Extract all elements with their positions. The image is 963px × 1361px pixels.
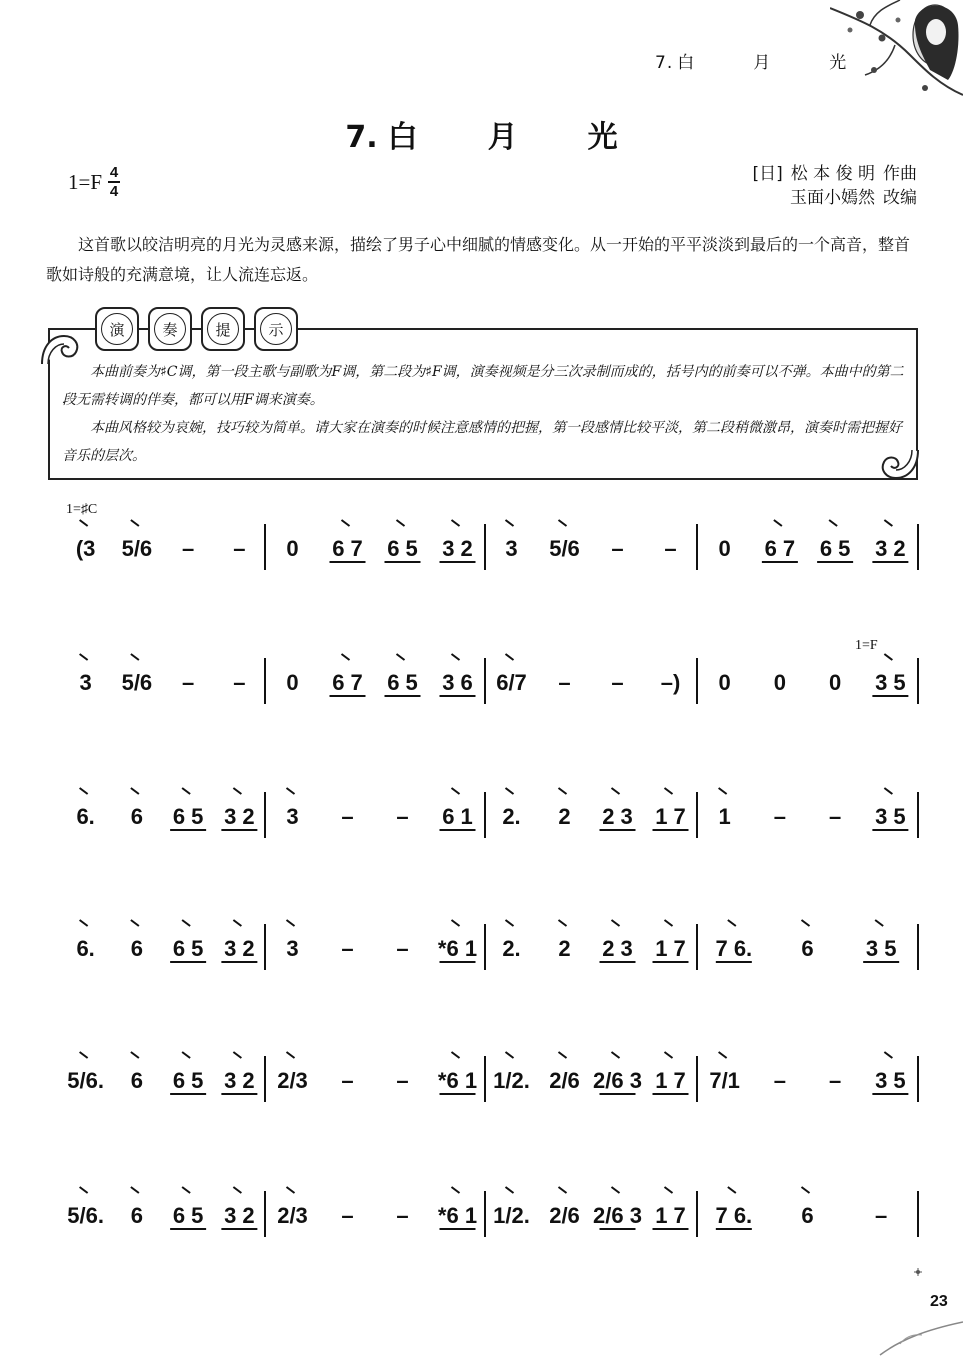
score-note: 3 2 (224, 804, 255, 829)
score-note: – (611, 536, 624, 561)
score-note: 2 (558, 936, 571, 961)
key-text: 1=F (68, 169, 103, 194)
score-note: 3 5 (865, 936, 897, 961)
fingering-mark (719, 1052, 727, 1058)
score-note: 3 2 (224, 936, 255, 961)
fingering-mark (559, 788, 567, 794)
fingering-mark (287, 1052, 295, 1058)
fingering-mark (397, 654, 405, 660)
score-note: *6 1 (437, 1068, 478, 1093)
score-note: 6 5 (172, 1203, 204, 1228)
composer-name: 松 本 俊 明 (790, 164, 875, 184)
score-note: – (773, 804, 786, 829)
tips-badge-4 (254, 307, 298, 351)
score-note: – (396, 1203, 409, 1228)
fingering-mark (559, 1187, 567, 1193)
score-note: 6. (76, 936, 95, 961)
score-system (67, 1187, 918, 1237)
score-note: 1/2. (493, 1203, 530, 1228)
score-note: 6 (130, 804, 143, 829)
fingering-mark (506, 788, 514, 794)
fingering-mark (80, 654, 88, 660)
fingering-mark (287, 788, 295, 794)
score-note: – (664, 536, 677, 561)
score-note: 0 (829, 670, 842, 695)
fingering-mark (182, 788, 190, 794)
score-system (67, 1052, 918, 1102)
score-note: 2/6 (549, 1203, 580, 1228)
key-change-f: 1=F (855, 638, 878, 653)
score-note: 3 (286, 936, 299, 961)
score-note: 5/6 (121, 670, 153, 695)
running-header-char-1: 白 (677, 53, 696, 73)
performance-tips-text (62, 358, 904, 470)
fingering-mark (131, 520, 139, 526)
fingering-mark (287, 920, 295, 926)
tips-badge-2 (148, 307, 192, 351)
fingering-mark (452, 1187, 460, 1193)
fingering-mark (233, 920, 241, 926)
score-note: 6 5 (172, 936, 204, 961)
score-note: 6. (76, 804, 95, 829)
score-note: 1 (718, 804, 731, 829)
score-note: 1/2. (493, 1068, 530, 1093)
fingering-mark (506, 1187, 514, 1193)
fingering-mark (728, 1187, 736, 1193)
fingering-mark (182, 920, 190, 926)
score-notation (0, 490, 963, 1290)
score-note: 6/7 (496, 670, 527, 695)
fingering-mark (182, 1187, 190, 1193)
fingering-mark (612, 920, 620, 926)
tips-badge-1-label: 演 (109, 320, 125, 339)
score-note: 3 2 (224, 1068, 255, 1093)
score-note: 6 1 (442, 804, 473, 829)
score-note: 1 7 (655, 1068, 686, 1093)
score-note: 1 7 (655, 804, 686, 829)
score-note: 5/6. (67, 1068, 104, 1093)
score-note: 3 6 (442, 670, 473, 695)
score-note: – (875, 1203, 888, 1228)
fingering-mark (131, 1187, 139, 1193)
title-number: 7. (345, 120, 378, 155)
fingering-mark (506, 1052, 514, 1058)
fingering-mark (452, 654, 460, 660)
running-header-number: 7. (655, 53, 674, 73)
composer-prefix: [日] (752, 164, 783, 184)
time-signature-bottom: 4 (109, 183, 119, 200)
fingering-mark (80, 920, 88, 926)
song-description: 这首歌以皎洁明亮的月光为灵感来源，描绘了男子心中细腻的情感变化。从一开始的平平淡淡到最后的一个高音，整首歌如诗般的充满意境，让人流连忘返。 (46, 235, 911, 284)
fingering-mark (131, 654, 139, 660)
score-note: 6 7 (332, 536, 363, 561)
running-header-char-3: 光 (829, 53, 848, 73)
fingering-mark (342, 520, 350, 526)
fingering-mark (131, 788, 139, 794)
score-note: – (341, 1203, 354, 1228)
score-note: (3 (75, 536, 96, 561)
fingering-mark (233, 1187, 241, 1193)
fingering-mark (559, 920, 567, 926)
fingering-mark (80, 1187, 88, 1193)
score-note: – (773, 1068, 786, 1093)
score-note: 7/1 (709, 1068, 740, 1093)
running-header-char-2: 月 (753, 53, 772, 73)
fingering-mark (452, 520, 460, 526)
cloud-ornament-right-icon (872, 446, 922, 486)
score-note: 3 (79, 670, 92, 695)
score-system (76, 788, 918, 838)
score-note: 2. (502, 804, 521, 829)
score-note: 6 7 (764, 536, 796, 561)
score-note: – (396, 936, 409, 961)
score-note: 6 5 (172, 1068, 204, 1093)
fingering-mark (875, 920, 883, 926)
fingering-mark (802, 920, 810, 926)
score-note: – (396, 804, 409, 829)
fingering-mark (884, 654, 892, 660)
score-note: 3 2 (442, 536, 473, 561)
fingering-mark (182, 1052, 190, 1058)
fingering-mark (774, 520, 782, 526)
score-note: – (341, 1068, 354, 1093)
fingering-mark (452, 788, 460, 794)
fingering-mark (884, 788, 892, 794)
composer-role: 作曲 (883, 164, 917, 184)
fingering-mark (665, 1187, 673, 1193)
fingering-mark (80, 520, 88, 526)
fingering-mark (80, 788, 88, 794)
score-note: 2/6 3 (593, 1203, 642, 1228)
score-note: 1 7 (655, 936, 686, 961)
score-note: – (182, 670, 195, 695)
page-number: 23 (930, 1293, 948, 1310)
corner-bottom-decoration-icon (870, 1260, 963, 1360)
fingering-mark (452, 1052, 460, 1058)
score-note: 5/6. (67, 1203, 104, 1228)
score-note: 0 (718, 670, 731, 695)
score-system (76, 520, 918, 570)
time-signature-top: 4 (109, 164, 119, 181)
score-system (80, 654, 919, 704)
score-note: – (341, 804, 354, 829)
score-note: 3 2 (875, 536, 906, 561)
fingering-mark (506, 920, 514, 926)
tips-badge-3-label: 提 (215, 320, 231, 339)
score-note: 3 (286, 804, 299, 829)
title-char-3: 光 (587, 120, 618, 155)
score-note: – (182, 536, 195, 561)
score-note: 3 2 (224, 1203, 255, 1228)
score-note: – (396, 1068, 409, 1093)
score-system (76, 920, 918, 970)
score-note: – (341, 936, 354, 961)
score-note: 6 (130, 1203, 143, 1228)
score-note: 6 (130, 1068, 143, 1093)
tips-badges (95, 307, 298, 351)
tips-badge-1 (95, 307, 139, 351)
score-note: 6 7 (332, 670, 363, 695)
score-note: 0 (718, 536, 731, 561)
score-note: 3 (505, 536, 518, 561)
score-note: 6 (801, 1203, 814, 1228)
fingering-mark (665, 920, 673, 926)
score-note: – (611, 670, 624, 695)
score-note: – (233, 670, 246, 695)
score-note: 0 (773, 670, 786, 695)
score-note: 7 6. (715, 1203, 753, 1228)
fingering-mark (80, 1052, 88, 1058)
score-note: 6 5 (819, 536, 851, 561)
page-title (0, 112, 963, 156)
jianpu-score (0, 490, 963, 1290)
score-note: 5/6 (121, 536, 153, 561)
score-note: 5/6 (549, 536, 580, 561)
fingering-mark (287, 1187, 295, 1193)
score-note: 6 (130, 936, 143, 961)
key-change-csharp: 1=♯C (66, 502, 98, 517)
score-note: 2 3 (602, 936, 633, 961)
score-note: *6 1 (437, 1203, 478, 1228)
title-char-2: 月 (487, 120, 518, 155)
score-note: 2 3 (602, 804, 633, 829)
score-note: 6 (801, 936, 814, 961)
fingering-mark (397, 520, 405, 526)
score-note: 6 5 (387, 536, 418, 561)
fingering-mark (728, 920, 736, 926)
score-note: – (829, 1068, 842, 1093)
fingering-mark (342, 654, 350, 660)
fingering-mark (131, 920, 139, 926)
fingering-mark (884, 1052, 892, 1058)
credits (745, 162, 917, 210)
fingering-mark (665, 788, 673, 794)
score-note: – (829, 804, 842, 829)
cloud-ornament-left-icon (38, 328, 88, 368)
score-note: 2/6 (549, 1068, 580, 1093)
tips-badge-3 (201, 307, 245, 351)
score-note: –) (660, 670, 681, 695)
corner-decoration-image (830, 0, 963, 110)
fingering-mark (665, 1052, 673, 1058)
tips-paragraph-1: 本曲前奏为♯C调，第一段主歌与副歌为F调，第二段为♯F调，演奏视频是分三次录制而成的，括号内的前奏可以不弹。本曲中的第二段无需转调的伴奏，都可以用F调来演奏。 (62, 364, 904, 408)
arranger-role: 改编 (883, 188, 917, 208)
composer-line (745, 162, 917, 186)
fingering-mark (559, 1052, 567, 1058)
score-note: *6 1 (437, 936, 478, 961)
score-note: 6 5 (172, 804, 204, 829)
score-note: 0 (286, 536, 299, 561)
fingering-mark (506, 654, 514, 660)
score-note: 2/6 3 (593, 1068, 642, 1093)
fingering-mark (829, 520, 837, 526)
fingering-mark (612, 1052, 620, 1058)
score-note: 3 5 (875, 1068, 906, 1093)
tips-badge-4-label: 示 (268, 320, 284, 339)
fingering-mark (233, 1052, 241, 1058)
score-note: 0 (286, 670, 299, 695)
time-signature (108, 165, 120, 199)
score-note: 7 6. (715, 936, 753, 961)
arranger-name: 玉面小嫣然 (790, 188, 875, 208)
fingering-mark (452, 920, 460, 926)
score-note: 3 5 (875, 670, 906, 695)
fingering-mark (506, 520, 514, 526)
score-note: 2. (502, 936, 521, 961)
arranger-line (745, 186, 917, 210)
fingering-mark (233, 788, 241, 794)
tips-paragraph-2: 本曲风格较为哀婉，技巧较为简单。请大家在演奏的时候注意感情的把握，第一段感情比较平淡，第二段稍微激昂，演奏时需把握好音乐的层次。 (62, 420, 902, 464)
score-note: 2/3 (277, 1203, 308, 1228)
key-signature (68, 165, 120, 199)
score-note: 1 7 (655, 1203, 686, 1228)
running-header (655, 48, 847, 73)
fingering-mark (612, 1187, 620, 1193)
fingering-mark (612, 788, 620, 794)
fingering-mark (559, 520, 567, 526)
title-char-1: 白 (387, 120, 418, 155)
score-note: 3 5 (875, 804, 906, 829)
tips-badge-2-label: 奏 (162, 320, 178, 339)
score-note: 2 (558, 804, 571, 829)
score-note: 2/3 (277, 1068, 308, 1093)
score-note: – (233, 536, 246, 561)
fingering-mark (884, 520, 892, 526)
fingering-mark (719, 788, 727, 794)
score-note: 6 5 (387, 670, 418, 695)
score-note: – (558, 670, 571, 695)
fingering-mark (802, 1187, 810, 1193)
fingering-mark (131, 1052, 139, 1058)
